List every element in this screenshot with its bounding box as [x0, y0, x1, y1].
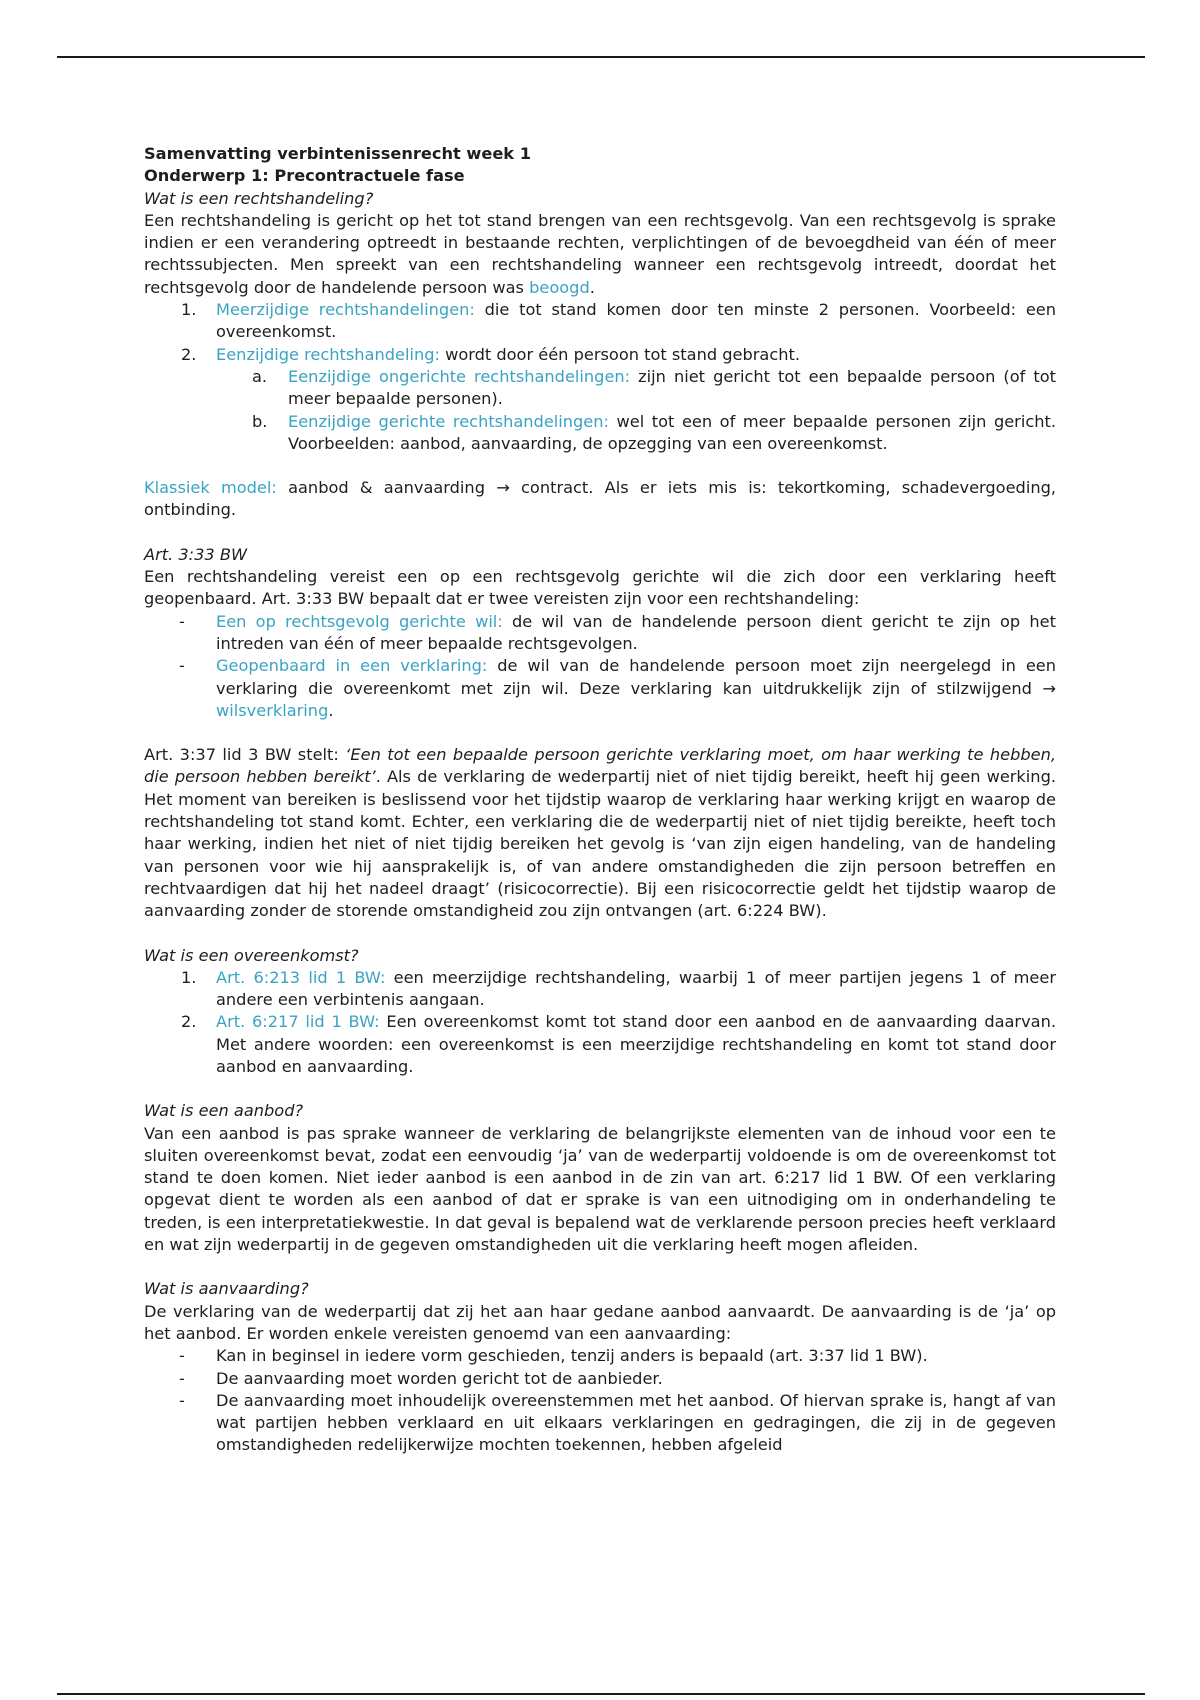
list-item: - Geopenbaard in een verklaring: de wil van de handelende persoon moet zijn neergelegd in een verklaring die overeenkomt met zijn wil. Deze verklaring kan uitdrukkelijk zijn of stilzwijgend → wilsverklaring.	[179, 656, 1056, 720]
question-overeenkomst: Wat is een overeenkomst?	[144, 945, 359, 965]
heading-art-3-33: Art. 3:33 BW	[144, 544, 247, 564]
question-rechtshandeling: Wat is een rechtshandeling?	[144, 188, 374, 208]
paragraph-aanvaarding: De verklaring van de wederpartij dat zij het aan haar gedane aanbod aanvaardt. De aanvaarding is de ‘ja’ op het aanbod. Er worden enkele vereisten genoemd van een aanvaarding:	[144, 1301, 1056, 1343]
list-item: b. Eenzijdige gerichte rechtshandelingen: wel tot een of meer bepaalde personen zijn gericht. Voorbeelden: aanbod, aanvaarding, de opzegging van een overeenkomst.	[252, 411, 1056, 453]
header-rule	[57, 56, 1145, 58]
footer-rule	[57, 1693, 1145, 1695]
question-aanbod: Wat is een aanbod?	[144, 1101, 304, 1121]
term-beoogd: beoogd	[529, 277, 590, 297]
list-item: a. Eenzijdige ongerichte rechtshandelingen: zijn niet gericht tot een bepaalde persoon (of tot meer bepaalde personen).	[252, 366, 1056, 409]
list-item: 2. Eenzijdige rechtshandeling: wordt door één persoon tot stand gebracht.	[181, 344, 800, 364]
paragraph-klassiek-model: Klassiek model: aanbod & aanvaarding → contract. Als er iets mis is: tekortkoming, schadevergoeding, ontbinding.	[144, 478, 1057, 520]
list-item: - De aanvaarding moet worden gericht tot de aanbieder.	[179, 1368, 663, 1388]
document-subtitle: Onderwerp 1: Precontractuele fase	[144, 166, 465, 186]
document-body	[144, 143, 1056, 1457]
list-item: 1. Art. 6:213 lid 1 BW: een meerzijdige rechtshandeling, waarbij 1 of meer partijen jegens 1 of meer andere een verbintenis aangaan.	[181, 967, 1056, 1010]
list-item: - Kan in beginsel in iedere vorm geschieden, tenzij anders is bepaald (art. 3:37 lid 1 BW).	[179, 1346, 928, 1366]
list-item: - De aanvaarding moet inhoudelijk overeenstemmen met het aanbod. Of hiervan sprake is, hangt af van wat partijen hebben verklaard en uit elkaars verklaringen en gedragingen, die zij in de gegeven omstandigheden redelijkerwijze mochten toekennen, hebben afgeleid	[179, 1390, 1056, 1455]
question-aanvaarding: Wat is aanvaarding?	[144, 1279, 309, 1299]
paragraph-aanbod: Van een aanbod is pas sprake wanneer de verklaring de belangrijkste elementen van de inhoud voor een te sluiten overeenkomst bevat, zodat een eenvoudig ‘ja’ van de wederpartij voldoende is om de overeenkomst tot stand te doen komen. Niet ieder aanbod is een aanbod in de zin van art. 6:217 lid 1 BW. Of een verklaring opgevat dient te worden als een aanbod of dat er sprake is van een uitnodiging om in onderhandeling te treden, is een interpretatiekwestie. In dat geval is bepalend wat de verklarende persoon precies heeft verklaard en wat zijn wederpartij in de gegeven omstandigheden uit die verklaring heeft mogen afleiden.	[144, 1123, 1056, 1255]
list-item: - Een op rechtsgevolg gerichte wil: de wil van de handelende persoon dient gericht te zijn op het intreden van één of meer bepaalde rechtsgevolgen.	[179, 611, 1056, 653]
paragraph-art-3-37: Art. 3:37 lid 3 BW stelt: ‘Een tot een bepaalde persoon gerichte verklaring moet, om haar werking te hebben, die persoon hebben bereikt’. Als de verklaring de wederpartij niet of niet tijdig bereikt, heeft hij geen werking. Het moment van bereiken is beslissend voor het tijdstip waarop de verklaring haar werking krijgt en waarop de rechtshandeling tot stand komt. Echter, een verklaring die de wederpartij niet of niet tijdig bereikte, heeft toch haar werking, indien het niet of niet tijdig bereiken het gevolg is ‘van zijn eigen handeling, van de handeling van personen voor wie hij aansprakelijk is, of van andere omstandigheden die zijn persoon betreffen en rechtvaardigen dat hij het nadeel draagt’ (risicocorrectie). Bij een risicocorrectie geldt het tijdstip waarop de aanvaarding zonder de storende omstandigheid zou zijn ontvangen (art. 6:224 BW).	[144, 745, 1057, 921]
document-title: Samenvatting verbintenissenrecht week 1	[144, 144, 531, 163]
paragraph-rechtshandeling: Een rechtshandeling is gericht op het tot stand brengen van een rechtsgevolg. Van een rechtsgevolg is sprake indien er een verandering optreedt in bestaande rechten, verplichtingen of de bevoegdheid van één of meer rechtssubjecten. Men spreekt van een rechtshandeling wanneer een rechtsgevolg intreedt, doordat het rechtsgevolg door de handelende persoon was beoogd.	[144, 210, 1056, 297]
list-item: 1. Meerzijdige rechtshandelingen: die tot stand komen door ten minste 2 personen. Voorbeeld: een overeenkomst.	[181, 300, 1056, 342]
list-item: 2. Art. 6:217 lid 1 BW: Een overeenkomst komt tot stand door een aanbod en de aanvaarding daarvan. Met andere woorden: een overeenkomst is een meerzijdige rechtshandeling en komt tot stand door aanbod en aanvaarding.	[181, 1012, 1056, 1076]
paragraph-art-3-33: Een rechtshandeling vereist een op een rechtsgevolg gerichte wil die zich door een verklaring heeft geopenbaard. Art. 3:33 BW bepaalt dat er twee vereisten zijn voor een rechtshandeling:	[144, 567, 1056, 609]
